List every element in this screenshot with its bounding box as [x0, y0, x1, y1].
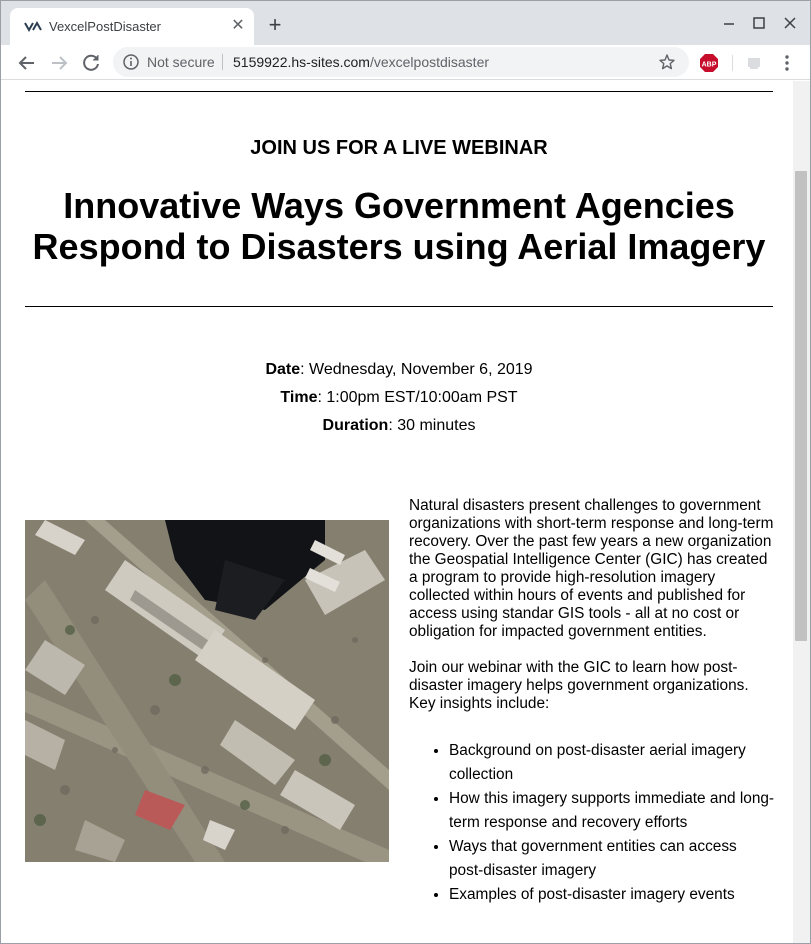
page-title [25, 185, 773, 267]
url-path: /vexcelpostdisaster [369, 54, 490, 70]
list-item: • Ways that government entities can access post-disaster imagery [449, 835, 775, 883]
url-host: 5159922.hs-sites.com [233, 54, 370, 70]
close-icon[interactable]: ✕ [231, 17, 245, 34]
omnibox-divider [222, 54, 223, 70]
extension-divider [732, 55, 733, 71]
kebab-menu-icon[interactable] [779, 52, 795, 74]
top-divider [25, 91, 773, 92]
adblock-plus-icon[interactable] [699, 53, 719, 73]
address-bar[interactable] [113, 47, 689, 77]
section-divider [25, 306, 773, 307]
info-icon[interactable] [123, 54, 139, 70]
active-tab[interactable] [10, 8, 254, 45]
detail-time: Time: 1:00pm EST/10:00am PST [280, 389, 518, 406]
detail-duration: Duration: 30 minutes [322, 417, 476, 434]
browser-toolbar [1, 45, 810, 80]
page-title-line-1: Innovative Ways Government Agencies [63, 185, 735, 226]
reload-icon[interactable] [78, 50, 104, 76]
page-viewport [1, 81, 810, 944]
vexcel-logo-icon [24, 20, 42, 32]
list-item: • Background on post-disaster aerial imagery collection [449, 739, 775, 787]
star-icon[interactable] [658, 53, 676, 71]
url-text[interactable] [233, 54, 489, 70]
list-item: • Examples of post-disaster imagery events [449, 883, 775, 907]
window-close-icon[interactable] [776, 11, 804, 35]
minimize-icon[interactable] [715, 11, 743, 35]
webinar-details [25, 356, 773, 440]
list-item: • How this imagery supports immediate and long-term response and recovery efforts [449, 787, 775, 835]
svg-text:ABP: ABP [701, 61, 717, 69]
tab-strip [1, 1, 810, 45]
back-arrow-icon[interactable] [14, 50, 40, 76]
page-title-line-2: Respond to Disasters using Aerial Imagery [32, 226, 766, 267]
aerial-disaster-photo [25, 520, 389, 862]
invite-paragraph: Join our webinar with the GIC to learn how post-disaster imagery helps government organizations. Key insights include: [409, 659, 749, 712]
webinar-kicker: JOIN US FOR A LIVE WEBINAR [250, 137, 548, 159]
webinar-description [409, 497, 775, 907]
tab-title: VexcelPostDisaster [49, 19, 161, 34]
scrollbar-thumb[interactable] [795, 171, 807, 641]
intro-paragraph: Natural disasters present challenges to government organizations with short-term response and long-term recovery. Over the past few years a new organization the Geospatial Intelligence Center (GIC) has created a program to provide high-resolution imagery collected within hours of events and published for access using standar GIS tools - all at no cost or obligation for impacted government entities. [409, 497, 774, 640]
plus-icon[interactable]: + [268, 12, 282, 37]
detail-date: Date: Wednesday, November 6, 2019 [265, 361, 533, 378]
security-label[interactable]: Not secure [147, 54, 215, 70]
aerial-photo-illustration [25, 520, 389, 862]
cast-icon[interactable] [745, 54, 763, 72]
maximize-icon[interactable] [745, 11, 773, 35]
page-scrollbar[interactable] [793, 81, 810, 944]
insights-list [409, 739, 775, 907]
forward-arrow-icon[interactable] [46, 50, 72, 76]
